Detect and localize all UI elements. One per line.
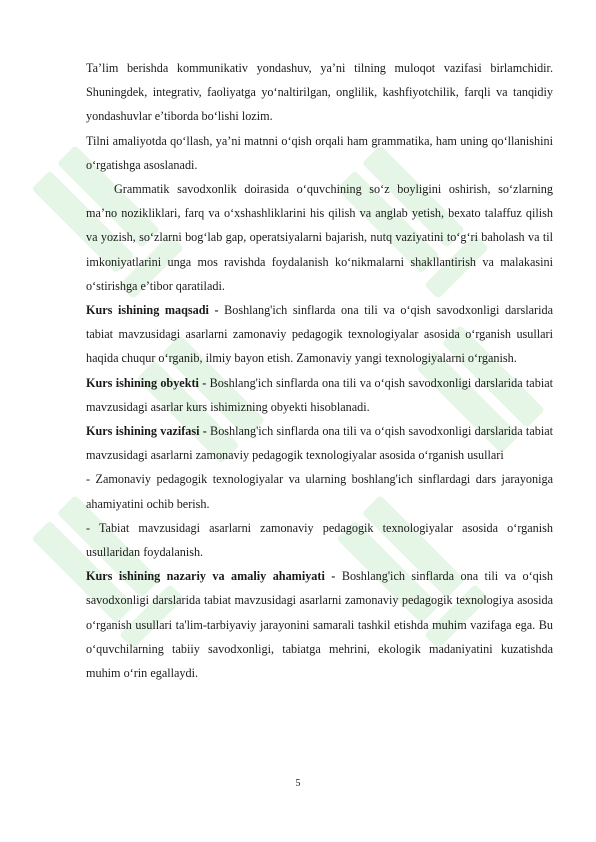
page-number: 5 <box>295 778 301 789</box>
paragraph-goal: Kurs ishining maqsadi - Boshlang'ich sinflarda ona tili va o‘qish savodxonligi darslarida tabiat mavzusidagi asarlarni zamonaviy pedagogik texnologiyalar asosida o‘rganish usullari haqida chuqur o‘rganib, ilmiy bayon etish. Zamonaviy yangi texnologiyalarni o‘rganish. <box>86 303 553 366</box>
paragraph-1: Ta’lim berishda kommunikativ yondashuv, ya’ni tilning muloqot vazifasi birlamchidir. Shuningdek, integrativ, faoliyatga yo‘naltirilgan, onglilik, kashfiyotchilik, farqli va tanqidiy yondashuvlar e’tiborda bo‘lishi lozim. <box>86 61 553 124</box>
paragraph-2: Tilni amaliyotda qo‘llash, ya’ni matnni o‘qish orqali ham grammatika, ham uning qo‘llanishini o‘rgatishga asoslanadi. <box>86 133 553 172</box>
paragraph-tasks: Kurs ishining vazifasi - Boshlang'ich sinflarda ona tili va o‘qish savodxonligi darslarida tabiat mavzusidagi asarlarni zamonaviy pedagogik texnologiyalar asosida o‘rganish usullari <box>86 424 554 463</box>
paragraph-object: Kurs ishining obyekti - Boshlang'ich sinflarda ona tili va o‘qish savodxonligi darslarida tabiat mavzusidagi asarlar kurs ishimizning obyekti hisoblanadi. <box>86 375 553 414</box>
paragraph-3: Grammatik savodxonlik doirasida o‘quvchining so‘z boyligini oshirish, so‘zlarning ma’no nozikliklari, farq va o‘xshashliklarini his qilish va anglab yetish, bexato talaffuz qilish va yozish, so‘zlarni bog‘lab gap, operatsiyalarni bajarish, nutq vaziyatini to‘g‘ri baholash va til imkoniyatlarini unga mos ravishda foydalanish ko‘nikmalarni shakllantirish va malakasini o‘stirishga e’tibor qaratiladi. <box>86 182 553 293</box>
list-item-task-1: - Zamonaviy pedagogik texnologiyalar va ularning boshlang'ich sinflardagi dars jarayoniga ahamiyatini ochib berish. <box>86 472 553 511</box>
paragraph-significance: Kurs ishining nazariy va amaliy ahamiyati - Boshlang'ich sinflarda ona tili va o‘qish savodxonligi darslarida tabiat mavzusidagi asarlarni zamonaviy pedagogik texnologiya asosida o‘rganish usullari ta'lim-tarbiyaviy jarayonini samarali tashkil etishda muhim vazifaga ega. Bu o‘quvchilarning tabiiy savodxonligi, tabiatga mehrini, ekologik madaniyatini kuzatishda muhim o‘rin egallaydi. <box>86 569 553 681</box>
list-item-task-2: - Tabiat mavzusidagi asarlarni zamonaviy pedagogik texnologiyalar asosida o‘rganish usullaridan foydalanish. <box>86 520 553 560</box>
document-body <box>86 56 553 685</box>
